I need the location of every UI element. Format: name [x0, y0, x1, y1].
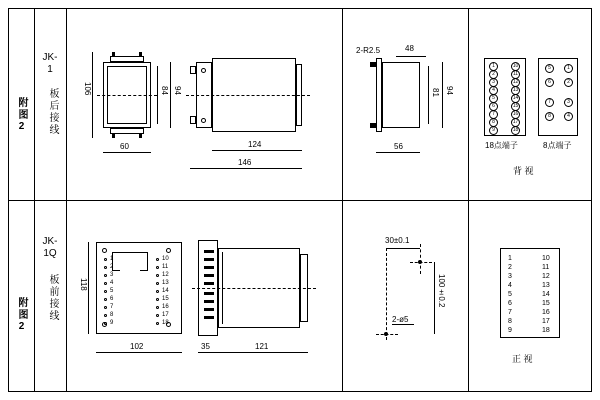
r2-dim-100-text: 100±0.2 — [437, 274, 446, 308]
r2-terminal-number: 3 — [110, 272, 114, 278]
r2-terminal-dot[interactable] — [156, 274, 159, 277]
r1-side-flange-top-ear — [190, 66, 196, 74]
r1-dim-84-text: 84 — [160, 86, 169, 95]
r1-dim-94-text: 94 — [173, 86, 182, 95]
r1-panel8-caption: 8点端子 — [543, 141, 572, 150]
r2-terminal-number: 12 — [162, 272, 169, 278]
r2-dim-d5-text: 2-ø5 — [392, 315, 409, 324]
r2-dim-102-line — [96, 352, 182, 353]
r2-panel-number: 2 — [508, 264, 512, 271]
r1-dim-106-text: 106 — [83, 82, 92, 96]
terminal-circle[interactable]: 3 — [489, 78, 498, 87]
r1-dim-106-line — [92, 52, 93, 138]
r2-panel-number: 4 — [508, 282, 512, 289]
r1-dim-56-text: 56 — [394, 142, 403, 151]
r2-terminal-number: 15 — [162, 296, 169, 302]
r2-panel-number: 7 — [508, 309, 512, 316]
r1-dim-81-line — [428, 66, 429, 124]
terminal-circle[interactable]: 16 — [512, 111, 519, 117]
r1-front-bottom-tab-right — [139, 134, 142, 138]
terminal-circle[interactable]: 9 — [489, 126, 498, 135]
r2-front-notch-base-r — [140, 270, 148, 271]
r2-view-caption: 正 视 — [512, 354, 533, 364]
r1-dim-146-text: 146 — [238, 158, 252, 167]
r1-view-caption: 背 视 — [513, 166, 534, 176]
r2-terminal-number: 6 — [110, 296, 114, 302]
r2-dim-100-line — [434, 262, 435, 334]
row2-model-label: JK-1Q — [42, 236, 58, 259]
terminal-circle[interactable]: 6 — [489, 102, 498, 111]
r2-terminal-dot[interactable] — [156, 282, 159, 285]
r1-cutout-body — [382, 62, 420, 128]
r2-panel-number: 13 — [542, 282, 550, 289]
terminal-circle[interactable]: 2 — [564, 78, 573, 87]
r2-panel-number: 10 — [542, 255, 550, 262]
r1-dim-60-text: 60 — [120, 142, 129, 151]
terminal-circle[interactable]: 17 — [512, 119, 519, 125]
r2-hole-bottom — [384, 332, 388, 336]
row1-fig-label: 附图2 — [16, 96, 27, 134]
r2-side-terminal-stub — [204, 292, 214, 295]
r2-side-terminal-stub — [204, 316, 214, 319]
r2-terminal-number: 7 — [110, 304, 114, 310]
row2-fig-label: 附图2 — [16, 296, 27, 334]
terminal-circle[interactable]: 14 — [512, 95, 519, 101]
r2-dim-30-line — [386, 248, 420, 249]
r2-dim-121-line — [218, 352, 308, 353]
r2-terminal-dot[interactable] — [104, 290, 107, 293]
terminal-circle[interactable]: 7 — [489, 110, 498, 119]
r2-panel-number: 5 — [508, 291, 512, 298]
r2-dim-35-text: 35 — [201, 342, 210, 351]
r1-cutout-r25-label: 2-R2.5 — [356, 46, 381, 55]
r2-terminal-dot[interactable] — [156, 258, 159, 261]
r2-panel-number: 1 — [508, 255, 512, 262]
r2-terminal-dot[interactable] — [104, 306, 107, 309]
r2-side-terminal-stub — [204, 266, 214, 269]
r1-dim-84-line — [157, 66, 158, 124]
terminal-circle[interactable]: 4 — [489, 86, 498, 95]
r2-dim-30-text: 30±0.1 — [385, 236, 410, 245]
terminal-circle[interactable]: 4 — [564, 112, 573, 121]
r2-terminal-dot[interactable] — [156, 322, 159, 325]
r2-hole-axis-v2 — [420, 244, 421, 274]
r1-side-flange-bottom-ear — [190, 116, 196, 124]
terminal-circle[interactable]: 13 — [512, 87, 519, 93]
r2-panel-number: 18 — [542, 327, 550, 334]
r2-terminal-dot[interactable] — [156, 298, 159, 301]
r1-side-centerline — [186, 95, 310, 96]
r2-panel-number: 12 — [542, 273, 550, 280]
terminal-circle[interactable]: 10 — [512, 63, 519, 69]
terminal-circle[interactable]: 1 — [489, 62, 498, 71]
r1-dim-94b-text: 94 — [445, 86, 454, 95]
terminal-circle[interactable]: 5 — [545, 64, 554, 73]
r1-front-top-tab-right — [139, 52, 142, 56]
r2-dim-35-line — [198, 352, 218, 353]
r2-panel-number: 6 — [508, 300, 512, 307]
r1-dim-48-line — [396, 56, 426, 57]
r2-side-terminal-stub — [204, 300, 214, 303]
r2-terminal-number: 17 — [162, 312, 169, 318]
r2-terminal-number: 10 — [162, 256, 169, 262]
r1-dim-124-text: 124 — [248, 140, 262, 149]
terminal-circle[interactable]: 15 — [512, 103, 519, 109]
r2-panel-number: 15 — [542, 300, 550, 307]
r2-side-fins — [222, 252, 226, 324]
r2-terminal-dot[interactable] — [104, 274, 107, 277]
r2-terminal-dot[interactable] — [156, 290, 159, 293]
r2-terminal-number: 11 — [162, 264, 169, 270]
r1-front-top-tab-left — [112, 52, 115, 56]
r1-dim-56-line — [376, 152, 420, 153]
r1-cutout-plate — [376, 58, 382, 132]
r1-dim-94-line — [170, 62, 171, 128]
r2-hole-axis-v1 — [386, 248, 387, 340]
terminal-circle[interactable]: 2 — [489, 70, 498, 79]
terminal-circle[interactable]: 1 — [564, 64, 573, 73]
r2-dim-118-text: 118 — [79, 278, 88, 291]
terminal-circle[interactable]: 11 — [512, 71, 519, 77]
r1-panel18-caption: 18点端子 — [485, 141, 518, 150]
r1-cutout-tab-top — [370, 62, 376, 67]
r1-dim-60-line — [103, 152, 151, 153]
row1-wiring-label: 板后接线 — [47, 88, 58, 136]
row1-model-label: JK-1 — [42, 52, 58, 75]
r2-terminal-dot[interactable] — [104, 298, 107, 301]
r2-dim-118-line — [88, 242, 89, 334]
r2-side-terminal-stub — [204, 282, 214, 285]
r2-panel-number: 3 — [508, 273, 512, 280]
r2-panel-number: 16 — [542, 309, 550, 316]
r2-terminal-number: 16 — [162, 304, 169, 310]
r1-front-centerline — [97, 95, 157, 96]
r2-terminal-dot[interactable] — [156, 306, 159, 309]
r2-terminal-dot[interactable] — [104, 258, 107, 261]
r2-panel-number: 11 — [542, 264, 550, 271]
terminal-circle[interactable]: 6 — [545, 78, 554, 87]
r2-side-terminal-stub — [204, 274, 214, 277]
r2-terminal-number: 13 — [162, 280, 169, 286]
r2-panel-number: 9 — [508, 327, 512, 334]
r2-front-notch-base-l — [112, 270, 120, 271]
r1-side-hole-top — [201, 68, 206, 73]
r2-terminal-number: 4 — [110, 280, 114, 286]
r2-front-hole-tl — [102, 248, 107, 253]
r1-dim-124-line — [212, 150, 302, 151]
r2-terminal-number: 14 — [162, 288, 169, 294]
r2-dim-121-text: 121 — [255, 342, 269, 351]
r1-dim-94b-line — [442, 62, 443, 128]
r2-terminal-dot[interactable] — [156, 314, 159, 317]
terminal-circle[interactable]: 12 — [512, 79, 519, 85]
r1-side-hole-bottom — [201, 118, 206, 123]
r2-side-terminal-stub — [204, 250, 214, 253]
r2-front-notch — [112, 252, 148, 270]
r2-side-centerline — [192, 288, 316, 289]
terminal-circle[interactable]: 8 — [489, 118, 498, 127]
r2-front-hole-tr — [166, 248, 171, 253]
r2-side-terminal-stub — [204, 258, 214, 261]
r2-terminal-dot[interactable] — [156, 266, 159, 269]
r2-terminal-dot[interactable] — [104, 322, 107, 325]
r2-terminal-number: 5 — [110, 288, 114, 294]
terminal-circle[interactable]: 3 — [564, 98, 573, 107]
r2-terminal-dot[interactable] — [104, 282, 107, 285]
terminal-circle[interactable]: 5 — [489, 94, 498, 103]
r2-panel-number: 8 — [508, 318, 512, 325]
terminal-circle[interactable]: 18 — [512, 127, 519, 133]
terminal-circle[interactable]: 8 — [545, 112, 554, 121]
r1-dim-48-text: 48 — [405, 44, 414, 53]
r2-side-terminal-stub — [204, 308, 214, 311]
r1-front-top-cap — [110, 56, 144, 62]
grid-hline-mid — [8, 200, 592, 201]
r2-dim-102-text: 102 — [130, 342, 144, 351]
r2-terminal-number: 9 — [110, 320, 114, 326]
terminal-circle[interactable]: 7 — [545, 98, 554, 107]
r2-terminal-dot[interactable] — [104, 266, 107, 269]
r2-terminal-number: 2 — [110, 264, 114, 270]
r2-hole-leader — [392, 324, 414, 325]
r2-terminal-dot[interactable] — [104, 314, 107, 317]
r2-panel-number: 14 — [542, 291, 550, 298]
r1-dim-81-text: 81 — [431, 88, 440, 97]
r2-terminal-number: 1 — [110, 256, 114, 262]
r2-panel-number: 17 — [542, 318, 550, 325]
r2-terminal-number: 18 — [162, 320, 169, 326]
row2-wiring-label: 板前接线 — [47, 274, 58, 322]
r1-dim-146-line — [190, 168, 302, 169]
r2-terminal-number: 8 — [110, 312, 114, 318]
r1-cutout-tab-bottom — [370, 123, 376, 128]
r1-front-bottom-tab-left — [112, 134, 115, 138]
r2-hole-top — [418, 260, 422, 264]
